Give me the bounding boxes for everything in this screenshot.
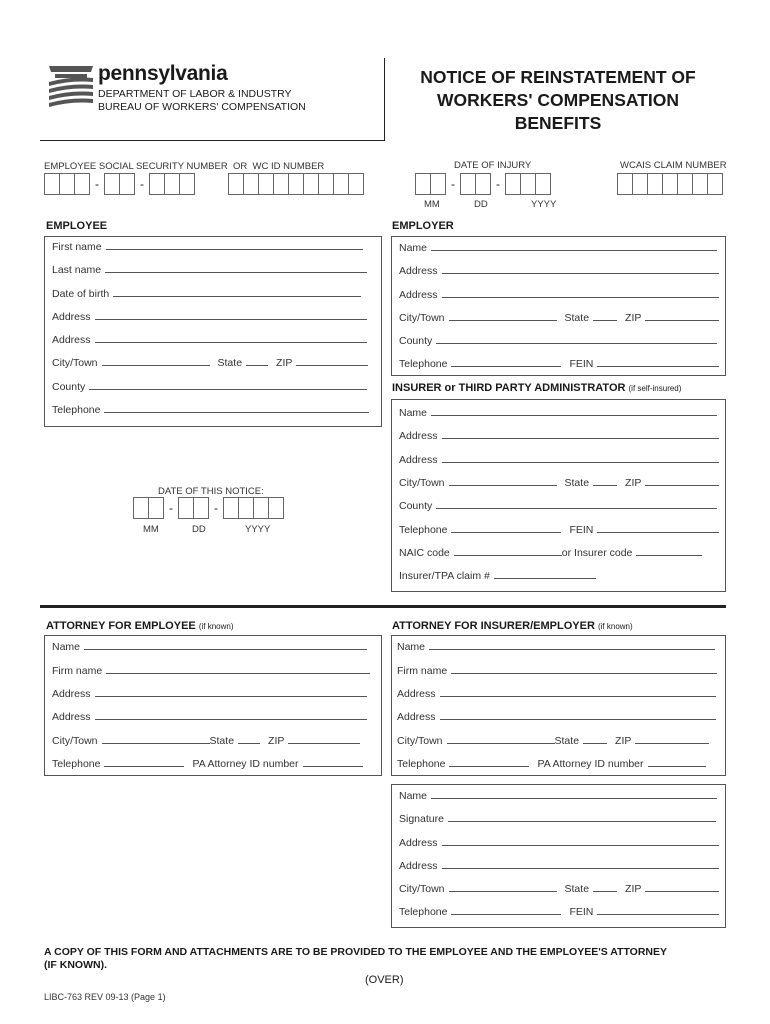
employee-zip-field[interactable] xyxy=(296,365,368,366)
atty-employer-state-field[interactable] xyxy=(583,743,607,744)
employer-name-field[interactable] xyxy=(431,250,717,251)
dash: - xyxy=(140,177,144,191)
over-label: (OVER) xyxy=(365,974,404,986)
label: Address xyxy=(399,265,438,277)
keystone-icon xyxy=(47,64,95,110)
label: Telephone xyxy=(399,358,448,370)
label: County xyxy=(52,381,86,393)
notice-date-boxes[interactable] xyxy=(133,497,284,519)
signer-state-field[interactable] xyxy=(593,891,617,892)
atty-employee-state-field[interactable] xyxy=(238,743,260,744)
section-divider xyxy=(40,605,726,608)
doi-yyyy: YYYY xyxy=(531,199,557,210)
insurer-telephone-field[interactable] xyxy=(451,532,561,533)
label: City/Town xyxy=(399,312,445,324)
employee-county-field[interactable] xyxy=(89,389,367,390)
label: Telephone xyxy=(52,758,101,770)
signer-address2-field[interactable] xyxy=(442,868,719,869)
wc-id-boxes[interactable] xyxy=(228,173,364,195)
label: PA Attorney ID number xyxy=(537,758,644,770)
label: Telephone xyxy=(397,758,446,770)
label: ZIP xyxy=(268,735,285,747)
wcais-boxes[interactable] xyxy=(617,173,723,195)
form-id: LIBC-763 REV 09-13 (Page 1) xyxy=(44,992,166,1002)
label: County xyxy=(399,335,433,347)
atty-employer-address2-field[interactable] xyxy=(440,719,716,720)
signer-zip-field[interactable] xyxy=(645,891,719,892)
atty-employer-panel xyxy=(391,635,726,776)
wcais-label: WCAIS CLAIM NUMBER xyxy=(620,160,727,171)
label: Address xyxy=(52,334,91,346)
employer-county-field[interactable] xyxy=(436,343,717,344)
label: Telephone xyxy=(399,906,448,918)
label: Name xyxy=(399,242,428,254)
insurer-fein-field[interactable] xyxy=(597,532,719,533)
insurer-state-field[interactable] xyxy=(593,485,617,486)
label: ZIP xyxy=(625,312,642,324)
label: Address xyxy=(399,837,438,849)
last-name-field[interactable] xyxy=(105,272,367,273)
atty-employer-pa-id-field[interactable] xyxy=(648,766,706,767)
label: Address xyxy=(399,454,438,466)
ssn-boxes[interactable] xyxy=(44,173,195,195)
label: Name xyxy=(52,641,81,653)
label: State xyxy=(217,357,243,369)
atty-employer-name-field[interactable] xyxy=(429,649,715,650)
dash: - xyxy=(169,501,173,515)
label: Address xyxy=(397,688,436,700)
employee-state-field[interactable] xyxy=(246,365,268,366)
employee-address1-field[interactable] xyxy=(95,319,367,320)
title-line-2: WORKERS' COMPENSATION xyxy=(436,90,680,110)
naic-code-field[interactable] xyxy=(454,555,562,556)
insurer-name-field[interactable] xyxy=(431,415,717,416)
insurer-panel xyxy=(391,399,726,592)
atty-employee-firm-field[interactable] xyxy=(106,673,370,674)
insurer-zip-field[interactable] xyxy=(645,485,719,486)
atty-employee-heading-text: ATTORNEY FOR EMPLOYEE xyxy=(46,620,196,632)
insurer-heading-text: INSURER or THIRD PARTY ADMINISTRATOR xyxy=(392,382,626,394)
employer-telephone-field[interactable] xyxy=(451,366,561,367)
notice-line-1: A COPY OF THIS FORM AND ATTACHMENTS ARE TO BE PROVIDED TO THE EMPLOYEE AND THE EMPLOYEE'S ATTORNEY xyxy=(44,946,668,958)
label: PA Attorney ID number xyxy=(192,758,299,770)
employer-address1-field[interactable] xyxy=(442,273,719,274)
insurer-address2-field[interactable] xyxy=(442,462,719,463)
notice-date-label: DATE OF THIS NOTICE: xyxy=(158,486,264,497)
notice-line-2: (IF KNOWN). xyxy=(44,959,107,971)
label: ZIP xyxy=(276,357,293,369)
label: Address xyxy=(399,289,438,301)
doi-label: DATE OF INJURY xyxy=(454,160,532,171)
signature-field[interactable] xyxy=(448,821,716,822)
label: Last name xyxy=(52,264,102,276)
label: NAIC code xyxy=(399,547,450,559)
atty-employee-zip-field[interactable] xyxy=(288,743,360,744)
employer-heading: EMPLOYER xyxy=(392,220,454,232)
label: Address xyxy=(397,711,436,723)
dob-field[interactable] xyxy=(113,296,361,297)
atty-employee-panel xyxy=(44,635,382,776)
label: City/Town xyxy=(52,735,98,747)
atty-employer-address1-field[interactable] xyxy=(440,696,716,697)
insurer-claim-field[interactable] xyxy=(494,578,596,579)
employer-state-field[interactable] xyxy=(593,320,617,321)
label: Date of birth xyxy=(52,288,110,300)
employer-zip-field[interactable] xyxy=(645,320,719,321)
label: Address xyxy=(52,711,91,723)
label: City/Town xyxy=(397,735,443,747)
label: Telephone xyxy=(52,404,101,416)
atty-employer-telephone-field[interactable] xyxy=(449,766,529,767)
label: City/Town xyxy=(399,477,445,489)
notice-mm: MM xyxy=(143,524,159,535)
label: State xyxy=(554,735,580,747)
atty-employee-address1-field[interactable] xyxy=(95,696,367,697)
title-line-3: BENEFITS xyxy=(514,113,602,133)
atty-employee-city-field[interactable] xyxy=(102,743,210,744)
employee-heading: EMPLOYEE xyxy=(46,220,108,232)
label: Address xyxy=(399,430,438,442)
label: Signature xyxy=(399,813,444,825)
employer-panel xyxy=(391,236,726,376)
label: ZIP xyxy=(615,735,632,747)
notice-dd: DD xyxy=(192,524,206,535)
dash: - xyxy=(95,177,99,191)
header-divider-vertical xyxy=(384,58,385,140)
atty-employer-firm-field[interactable] xyxy=(451,673,717,674)
label: Name xyxy=(399,790,428,802)
ssn-label: EMPLOYEE SOCIAL SECURITY NUMBER OR WC ID NUMBER xyxy=(44,161,325,172)
pa-logo xyxy=(47,64,95,110)
employer-city-field[interactable] xyxy=(449,320,557,321)
insurer-address1-field[interactable] xyxy=(442,438,719,439)
label: Insurer/TPA claim # xyxy=(399,570,490,582)
atty-employee-heading-note: (if known) xyxy=(198,622,234,631)
atty-employee-telephone-field[interactable] xyxy=(104,766,184,767)
dash: - xyxy=(214,501,218,515)
label: or Insurer code xyxy=(561,547,633,559)
label: First name xyxy=(52,241,102,253)
distribution-notice xyxy=(44,946,734,972)
atty-employer-heading xyxy=(392,620,633,632)
signer-address1-field[interactable] xyxy=(442,845,719,846)
signer-telephone-field[interactable] xyxy=(451,914,561,915)
label: City/Town xyxy=(52,357,98,369)
atty-employer-zip-field[interactable] xyxy=(635,743,709,744)
atty-employer-city-field[interactable] xyxy=(447,743,555,744)
notice-yyyy: YYYY xyxy=(245,524,271,535)
logo-wordmark: pennsylvania xyxy=(98,62,228,85)
signer-city-field[interactable] xyxy=(449,891,557,892)
label: Address xyxy=(52,688,91,700)
atty-employer-heading-note: (if known) xyxy=(597,622,633,631)
atty-employee-address2-field[interactable] xyxy=(95,719,367,720)
signer-fein-field[interactable] xyxy=(597,914,719,915)
first-name-field[interactable] xyxy=(106,249,363,250)
label: FEIN xyxy=(569,524,594,536)
title-line-1: NOTICE OF REINSTATEMENT OF xyxy=(420,67,696,87)
insurer-county-field[interactable] xyxy=(436,508,717,509)
label: ZIP xyxy=(625,883,642,895)
dash: - xyxy=(451,177,455,191)
employee-city-field[interactable] xyxy=(102,365,210,366)
label: State xyxy=(209,735,235,747)
employer-address2-field[interactable] xyxy=(442,297,719,298)
label: Name xyxy=(397,641,426,653)
label: Name xyxy=(399,407,428,419)
dash: - xyxy=(496,177,500,191)
form-title xyxy=(386,66,730,135)
label: Telephone xyxy=(399,524,448,536)
label: Address xyxy=(52,311,91,323)
employee-address2-field[interactable] xyxy=(95,342,367,343)
bureau-line: BUREAU OF WORKERS' COMPENSATION xyxy=(98,101,306,113)
insurer-heading-note: (if self-insured) xyxy=(628,384,682,393)
atty-employee-name-field[interactable] xyxy=(84,649,367,650)
department-line: DEPARTMENT OF LABOR & INDUSTRY xyxy=(98,88,292,100)
atty-employee-heading xyxy=(46,620,234,632)
employer-fein-field[interactable] xyxy=(597,366,719,367)
label: FEIN xyxy=(569,358,594,370)
label: State xyxy=(564,883,590,895)
insurer-city-field[interactable] xyxy=(449,485,557,486)
label: Firm name xyxy=(397,665,448,677)
label: ZIP xyxy=(625,477,642,489)
atty-employer-heading-text: ATTORNEY FOR INSURER/EMPLOYER xyxy=(392,620,595,632)
atty-employee-pa-id-field[interactable] xyxy=(303,766,363,767)
insurer-heading xyxy=(392,382,681,394)
label: County xyxy=(399,500,433,512)
header-divider-horizontal xyxy=(40,140,385,141)
label: FEIN xyxy=(569,906,594,918)
label: Address xyxy=(399,860,438,872)
doi-mm: MM xyxy=(424,199,440,210)
signer-name-field[interactable] xyxy=(431,798,717,799)
label: State xyxy=(564,312,590,324)
doi-boxes[interactable] xyxy=(415,173,551,195)
doi-dd: DD xyxy=(474,199,488,210)
label: Firm name xyxy=(52,665,103,677)
insurer-code-field[interactable] xyxy=(636,555,702,556)
label: City/Town xyxy=(399,883,445,895)
label: State xyxy=(564,477,590,489)
employee-telephone-field[interactable] xyxy=(104,412,369,413)
